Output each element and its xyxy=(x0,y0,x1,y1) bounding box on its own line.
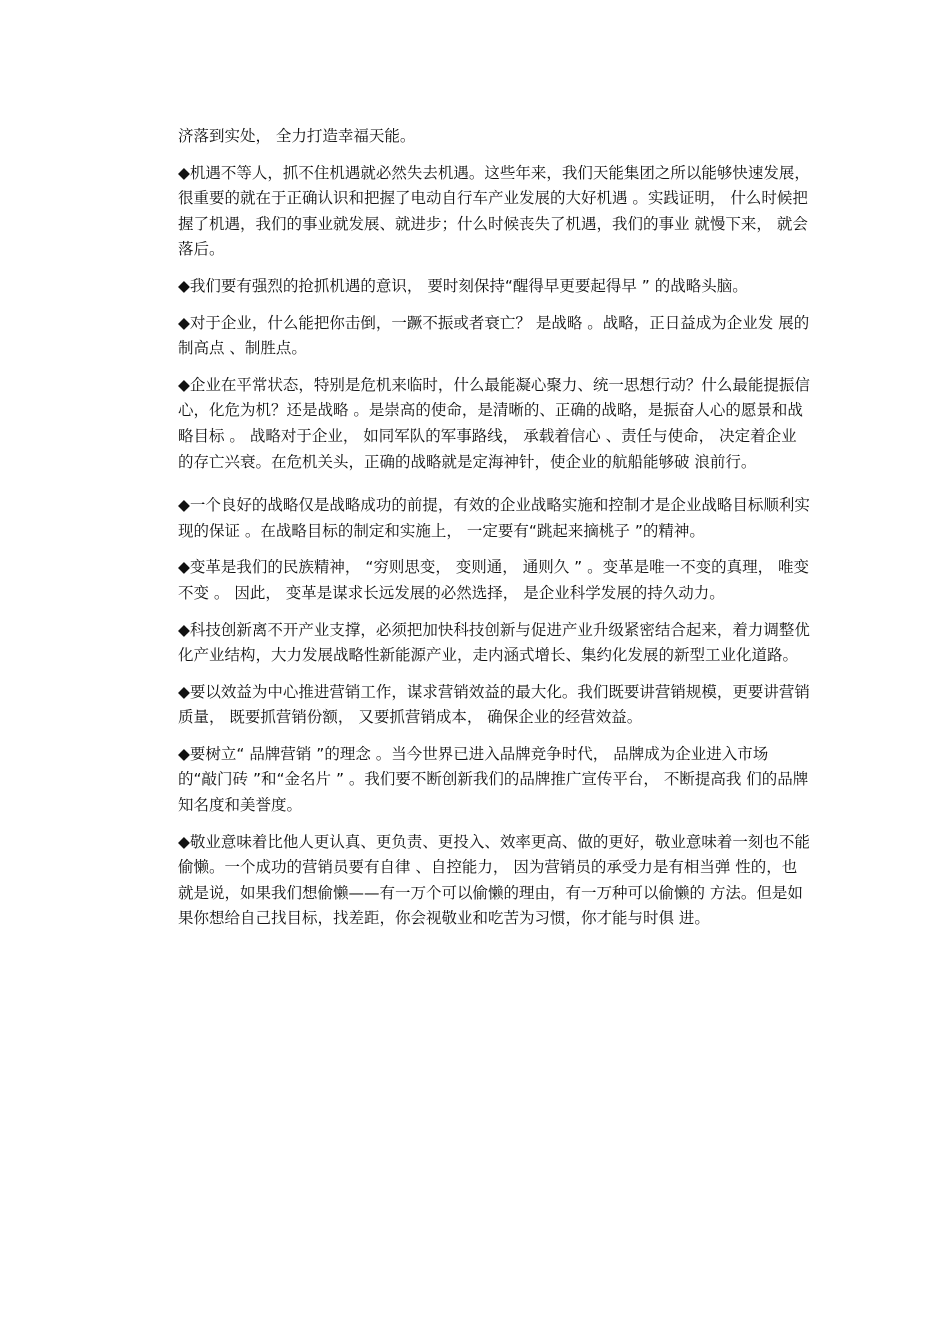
paragraph: ◆机遇不等人，抓不住机遇就必然失去机遇。这些年来，我们天能集团之所以能够快速发展， 很重要的就在于正确认识和把握了电动自行车产业发展的大好机遇 。实践证明， 什么时候把握了机遇，我们的事业就发展、就进步；什么时候丧失了机遇，我们的事业 就慢下来， 就会落后。 xyxy=(178,163,810,259)
paragraph: ◆企业在平常状态，特别是危机来临时，什么最能凝心聚力、统一思想行动？什么最能提振信心，化危为机？还是战略 。是崇高的使命，是清晰的、正确的战略，是振奋人心的愿景和战略目标 。 战略对于企业， 如同军队的军事路线， 承载着信心 、责任与使命， 决定着企业的存亡兴衰。在危机关头，正确的战略就是定海神针，使企业的航船能够破 浪前行。 xyxy=(178,375,810,471)
paragraph: ◆敬业意味着比他人更认真、更负责、更投入、效率更高、做的更好，敬业意味着一刻也不能偷懒。一个成功的营销员要有自律 、自控能力， 因为营销员的承受力是有相当弹 性的，也就是说，如果我们想偷懒——有一万个可以偷懒的理由，有一万种可以偷懒的 方法。但是如果你想给自己找目标，找差距，你会视敬业和吃苦为习惯，你才能与时俱 进。 xyxy=(178,832,810,928)
paragraph: ◆我们要有强烈的抢抓机遇的意识， 要时刻保持“醒得早更要起得早 ” 的战略头脑。 xyxy=(178,276,748,295)
document-body xyxy=(178,124,810,943)
paragraph: ◆对于企业，什么能把你击倒，一蹶不振或者衰亡？ 是战略 。战略，正日益成为企业发 展的制高点 、制胜点。 xyxy=(178,313,810,358)
paragraph: ◆变革是我们的民族精神， “穷则思变， 变则通， 通则久 ” 。变革是唯一不变的真理， 唯变不变 。 因此， 变革是谋求长远发展的必然选择， 是企业科学发展的持久动力。 xyxy=(178,558,810,602)
paragraph: ◆要树立“ 品牌营销 ”的理念 。当今世界已进入品牌竞争时代， 品牌成为企业进入市场 的“敲门砖 ”和“金名片 ” 。我们要不断创新我们的品牌推广宣传平台， 不断提高我 们的品牌知名度和美誉度。 xyxy=(178,744,809,815)
paragraph: ◆科技创新离不开产业支撑，必须把加快科技创新与促进产业升级紧密结合起来，着力调整优化产业结构，大力发展战略性新能源产业，走内涵式增长、集约化发展的新型工业化道路。 xyxy=(178,620,810,665)
paragraph: 济落到实处， 全力打造幸福天能。 xyxy=(178,127,416,145)
paragraph: ◆一个良好的战略仅是战略成功的前提，有效的企业战略实施和控制才是企业战略目标顺利实现的保证 。在战略目标的制定和实施上， 一定要有“跳起来摘桃子 ”的精神。 xyxy=(178,496,810,540)
paragraph: ◆要以效益为中心推进营销工作，谋求营销效益的最大化。我们既要讲营销规模，更要讲营销质量， 既要抓营销份额， 又要抓营销成本， 确保企业的经营效益。 xyxy=(178,682,810,727)
